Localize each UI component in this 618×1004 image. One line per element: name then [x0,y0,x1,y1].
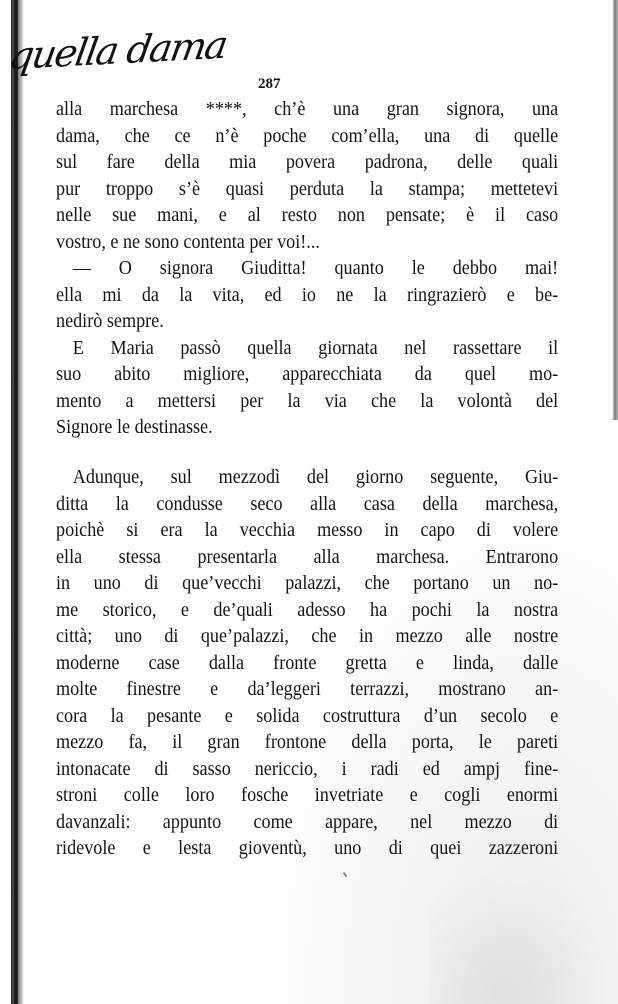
text-line: intonacate di sasso nericcio, i radi ed ampj fine- [56,758,559,780]
text-line: poichè si era la vecchia messo in capo di volere [56,520,559,541]
text-line: mezzo fa, il gran frontone della porta, le pareti [56,732,559,753]
text-block-lower [56,465,559,863]
text-line: Signore le destinasse. [56,417,213,438]
text-line: dama, che ce n’è poche com’ella, una di quelle [56,125,559,147]
text-line: molte finestre e da’leggeri terrazzi, mostrano an- [56,679,559,700]
text-line: nelle sue mani, e al resto non pensate; è il caso [56,205,559,226]
text-line: moderne case dalla fronte gretta e linda, dalle [56,652,559,674]
text-line: E Maria passò quella giornata nel rassettare il [72,337,559,359]
text-line: suo abito migliore, apparecchiata da quel mo- [56,364,559,385]
paper-stain [430,870,610,1004]
text-line: sul fare della mia povera padrona, delle quali [56,152,559,173]
text-line: vostro, e ne sono contenta per voi!... [56,231,320,253]
text-line: stroni colle loro fosche invetriate e cogli enormi [56,785,559,806]
text-line: pur troppo s’è quasi perduta la stampa; mettetevi [56,178,559,200]
binding-edge [14,0,18,1004]
text-line: in uno di que’vecchi palazzi, che portano un no- [56,573,559,594]
text-line: nedirò sempre. [56,311,164,332]
text-line: mento a mettersi per la via che la volontà del [56,390,559,412]
handwritten-annotation: quella dama [6,22,230,79]
text-line: Adunque, sul mezzodì del giorno seguente, Giu- [72,467,559,488]
text-line: città; uno di que’palazzi, che in mezzo alle nostre [56,626,559,647]
text-line: — O signora Giuditta! quanto le debbo mai! [72,258,559,279]
text-line: ridevole e lesta gioventù, uno di quei zazzeroni [56,838,559,859]
text-line: me storico, e de’quali adesso ha pochi la nostra [56,599,559,621]
page-right-edge [612,0,618,420]
text-line: davanzali: appunto come appare, nel mezzo di [56,811,559,833]
page-number: 287 [258,76,281,92]
text-line: cora la pesante e solida costruttura d’un secolo e [56,705,559,727]
text-line: ella mi da la vita, ed io ne la ringrazierò e be- [56,284,559,306]
text-line: ella stessa presentarla alla marchesa. Entrarono [56,546,559,568]
text-block-upper [56,97,559,442]
ink-mark [343,872,348,877]
text-line: ditta la condusse seco alla casa della marchesa, [56,493,559,515]
text-line: alla marchesa ****, ch’è una gran signora, una [56,99,559,120]
